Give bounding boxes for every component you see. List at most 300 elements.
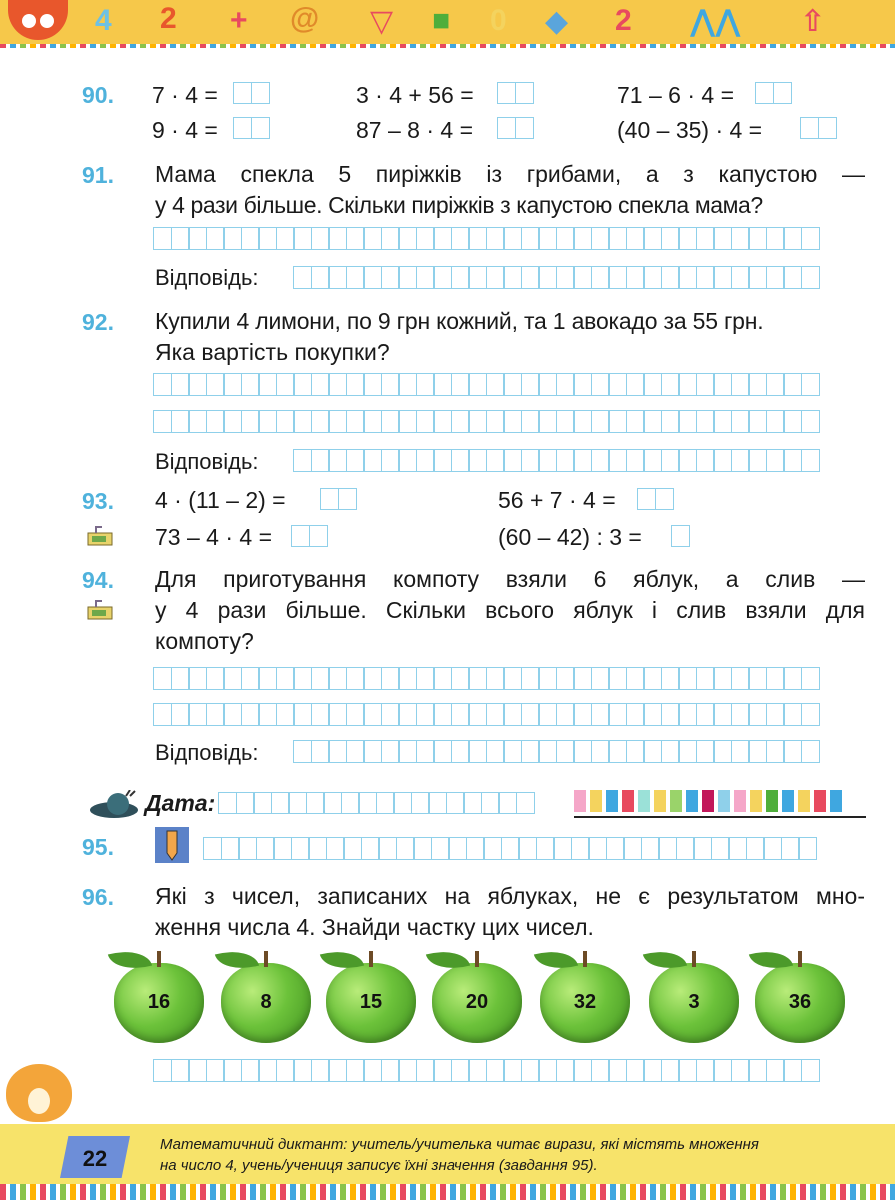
cell[interactable]	[361, 837, 380, 860]
cell[interactable]	[783, 1059, 802, 1082]
cell[interactable]	[206, 410, 225, 433]
cell[interactable]	[381, 266, 400, 289]
cell[interactable]	[553, 837, 572, 860]
cell[interactable]	[206, 703, 225, 726]
cell[interactable]	[766, 266, 785, 289]
cell[interactable]	[346, 703, 365, 726]
cell[interactable]	[521, 703, 540, 726]
cell[interactable]	[766, 667, 785, 690]
cell[interactable]	[276, 703, 295, 726]
cell[interactable]	[171, 703, 190, 726]
cell[interactable]	[538, 373, 557, 396]
cell[interactable]	[258, 667, 277, 690]
cell[interactable]	[413, 837, 432, 860]
cell[interactable]	[773, 82, 792, 104]
cell[interactable]	[801, 410, 820, 433]
cell[interactable]	[416, 740, 435, 763]
cell[interactable]	[731, 740, 750, 763]
cell[interactable]	[363, 266, 382, 289]
cell[interactable]	[515, 82, 534, 104]
cell[interactable]	[626, 449, 645, 472]
cell[interactable]	[398, 1059, 417, 1082]
cell[interactable]	[801, 703, 820, 726]
cell[interactable]	[241, 703, 260, 726]
cell[interactable]	[571, 837, 590, 860]
cell[interactable]	[573, 449, 592, 472]
cell[interactable]	[223, 410, 242, 433]
cell[interactable]	[293, 667, 312, 690]
cell[interactable]	[206, 227, 225, 250]
cell[interactable]	[398, 266, 417, 289]
cell[interactable]	[766, 703, 785, 726]
cell[interactable]	[755, 82, 774, 104]
cell[interactable]	[328, 410, 347, 433]
cell[interactable]	[223, 667, 242, 690]
cell[interactable]	[188, 373, 207, 396]
cell[interactable]	[713, 449, 732, 472]
cell[interactable]	[643, 703, 662, 726]
cell[interactable]	[661, 703, 680, 726]
cell[interactable]	[346, 266, 365, 289]
cell[interactable]	[483, 837, 502, 860]
cell[interactable]	[696, 373, 715, 396]
answer-cells[interactable]	[800, 117, 835, 139]
cell[interactable]	[398, 373, 417, 396]
cell[interactable]	[503, 410, 522, 433]
cell[interactable]	[416, 373, 435, 396]
cell[interactable]	[643, 227, 662, 250]
cell[interactable]	[661, 667, 680, 690]
cell[interactable]	[433, 227, 452, 250]
cell[interactable]	[696, 410, 715, 433]
cell[interactable]	[326, 837, 345, 860]
cell[interactable]	[591, 449, 610, 472]
cell[interactable]	[661, 740, 680, 763]
cell[interactable]	[486, 449, 505, 472]
cell[interactable]	[381, 227, 400, 250]
cell[interactable]	[306, 792, 325, 814]
cell[interactable]	[188, 227, 207, 250]
cell[interactable]	[238, 837, 257, 860]
cell[interactable]	[693, 837, 712, 860]
cell[interactable]	[731, 667, 750, 690]
cell[interactable]	[608, 410, 627, 433]
cell[interactable]	[591, 266, 610, 289]
cell[interactable]	[748, 703, 767, 726]
cell[interactable]	[591, 703, 610, 726]
cell[interactable]	[731, 410, 750, 433]
date-cells[interactable]	[218, 792, 533, 814]
cell[interactable]	[223, 1059, 242, 1082]
cell[interactable]	[626, 1059, 645, 1082]
cell[interactable]	[223, 703, 242, 726]
cell[interactable]	[451, 266, 470, 289]
cell[interactable]	[309, 525, 328, 547]
cell[interactable]	[556, 410, 575, 433]
cell[interactable]	[556, 449, 575, 472]
cell[interactable]	[328, 703, 347, 726]
cell[interactable]	[643, 410, 662, 433]
cell[interactable]	[536, 837, 555, 860]
answer-cells[interactable]	[203, 837, 816, 860]
cell[interactable]	[416, 266, 435, 289]
solution-cells[interactable]	[153, 410, 818, 433]
cell[interactable]	[241, 410, 260, 433]
cell[interactable]	[661, 449, 680, 472]
cell[interactable]	[713, 667, 732, 690]
cell[interactable]	[497, 82, 516, 104]
cell[interactable]	[311, 373, 330, 396]
cell[interactable]	[416, 703, 435, 726]
cell[interactable]	[801, 266, 820, 289]
cell[interactable]	[503, 740, 522, 763]
cell[interactable]	[748, 410, 767, 433]
cell[interactable]	[433, 667, 452, 690]
cell[interactable]	[591, 373, 610, 396]
cell[interactable]	[556, 266, 575, 289]
cell[interactable]	[320, 488, 339, 510]
cell[interactable]	[363, 703, 382, 726]
cell[interactable]	[468, 667, 487, 690]
cell[interactable]	[311, 1059, 330, 1082]
cell[interactable]	[748, 227, 767, 250]
cell[interactable]	[486, 667, 505, 690]
cell[interactable]	[398, 703, 417, 726]
cell[interactable]	[591, 740, 610, 763]
cell[interactable]	[188, 1059, 207, 1082]
cell[interactable]	[713, 1059, 732, 1082]
cell[interactable]	[311, 703, 330, 726]
cell[interactable]	[538, 740, 557, 763]
cell[interactable]	[446, 792, 465, 814]
cell[interactable]	[486, 266, 505, 289]
cell[interactable]	[643, 373, 662, 396]
cell[interactable]	[398, 740, 417, 763]
cell[interactable]	[346, 449, 365, 472]
cell[interactable]	[748, 266, 767, 289]
cell[interactable]	[376, 792, 395, 814]
cell[interactable]	[188, 410, 207, 433]
cell[interactable]	[521, 667, 540, 690]
cell[interactable]	[503, 703, 522, 726]
cell[interactable]	[637, 488, 656, 510]
cell[interactable]	[731, 373, 750, 396]
cell[interactable]	[763, 837, 782, 860]
cell[interactable]	[678, 373, 697, 396]
cell[interactable]	[468, 373, 487, 396]
cell[interactable]	[766, 740, 785, 763]
cell[interactable]	[713, 373, 732, 396]
cell[interactable]	[678, 266, 697, 289]
cell[interactable]	[468, 1059, 487, 1082]
cell[interactable]	[363, 410, 382, 433]
cell[interactable]	[153, 703, 172, 726]
cell[interactable]	[433, 266, 452, 289]
cell[interactable]	[293, 266, 312, 289]
solution-cells[interactable]	[153, 703, 818, 726]
cell[interactable]	[433, 410, 452, 433]
solution-cells[interactable]	[153, 373, 818, 396]
cell[interactable]	[411, 792, 430, 814]
cell[interactable]	[497, 117, 516, 139]
cell[interactable]	[521, 449, 540, 472]
cell[interactable]	[416, 1059, 435, 1082]
cell[interactable]	[293, 227, 312, 250]
cell[interactable]	[431, 837, 450, 860]
cell[interactable]	[171, 373, 190, 396]
cell[interactable]	[381, 373, 400, 396]
cell[interactable]	[608, 373, 627, 396]
cell[interactable]	[293, 740, 312, 763]
solution-cells[interactable]	[153, 667, 818, 690]
cell[interactable]	[626, 667, 645, 690]
cell[interactable]	[658, 837, 677, 860]
cell[interactable]	[801, 227, 820, 250]
cell[interactable]	[661, 410, 680, 433]
answer-cells[interactable]	[233, 117, 268, 139]
cell[interactable]	[731, 449, 750, 472]
cell[interactable]	[381, 449, 400, 472]
cell[interactable]	[363, 667, 382, 690]
answer-cells[interactable]	[671, 525, 689, 547]
answer-cells[interactable]	[497, 117, 532, 139]
cell[interactable]	[466, 837, 485, 860]
cell[interactable]	[538, 449, 557, 472]
cell[interactable]	[273, 837, 292, 860]
cell[interactable]	[393, 792, 412, 814]
cell[interactable]	[363, 373, 382, 396]
cell[interactable]	[378, 837, 397, 860]
cell[interactable]	[241, 227, 260, 250]
cell[interactable]	[293, 1059, 312, 1082]
cell[interactable]	[696, 1059, 715, 1082]
cell[interactable]	[258, 1059, 277, 1082]
cell[interactable]	[311, 449, 330, 472]
answer-cells[interactable]	[497, 82, 532, 104]
cell[interactable]	[538, 410, 557, 433]
cell[interactable]	[468, 740, 487, 763]
cell[interactable]	[713, 266, 732, 289]
cell[interactable]	[486, 703, 505, 726]
answer-cells[interactable]	[153, 1059, 818, 1082]
cell[interactable]	[731, 266, 750, 289]
cell[interactable]	[416, 667, 435, 690]
answer-cells[interactable]	[293, 449, 818, 472]
cell[interactable]	[203, 837, 222, 860]
cell[interactable]	[433, 740, 452, 763]
cell[interactable]	[328, 1059, 347, 1082]
answer-cells[interactable]	[320, 488, 355, 510]
cell[interactable]	[398, 227, 417, 250]
cell[interactable]	[573, 667, 592, 690]
cell[interactable]	[588, 837, 607, 860]
cell[interactable]	[416, 227, 435, 250]
cell[interactable]	[171, 1059, 190, 1082]
cell[interactable]	[521, 266, 540, 289]
cell[interactable]	[591, 410, 610, 433]
cell[interactable]	[311, 227, 330, 250]
cell[interactable]	[311, 740, 330, 763]
cell[interactable]	[253, 792, 272, 814]
answer-cells[interactable]	[293, 266, 818, 289]
answer-cells[interactable]	[293, 740, 818, 763]
cell[interactable]	[661, 373, 680, 396]
cell[interactable]	[433, 703, 452, 726]
cell[interactable]	[766, 449, 785, 472]
cell[interactable]	[643, 449, 662, 472]
cell[interactable]	[798, 837, 817, 860]
cell[interactable]	[171, 667, 190, 690]
cell[interactable]	[398, 410, 417, 433]
cell[interactable]	[346, 373, 365, 396]
cell[interactable]	[556, 1059, 575, 1082]
cell[interactable]	[676, 837, 695, 860]
cell[interactable]	[538, 227, 557, 250]
cell[interactable]	[396, 837, 415, 860]
cell[interactable]	[311, 667, 330, 690]
cell[interactable]	[258, 703, 277, 726]
cell[interactable]	[451, 373, 470, 396]
cell[interactable]	[626, 410, 645, 433]
cell[interactable]	[223, 373, 242, 396]
cell[interactable]	[573, 740, 592, 763]
cell[interactable]	[218, 792, 237, 814]
cell[interactable]	[783, 449, 802, 472]
cell[interactable]	[626, 227, 645, 250]
cell[interactable]	[678, 703, 697, 726]
cell[interactable]	[678, 1059, 697, 1082]
cell[interactable]	[293, 449, 312, 472]
cell[interactable]	[783, 373, 802, 396]
cell[interactable]	[486, 740, 505, 763]
cell[interactable]	[661, 1059, 680, 1082]
cell[interactable]	[801, 373, 820, 396]
cell[interactable]	[288, 792, 307, 814]
cell[interactable]	[206, 373, 225, 396]
cell[interactable]	[433, 449, 452, 472]
cell[interactable]	[641, 837, 660, 860]
cell[interactable]	[503, 373, 522, 396]
cell[interactable]	[783, 266, 802, 289]
cell[interactable]	[623, 837, 642, 860]
cell[interactable]	[678, 740, 697, 763]
cell[interactable]	[643, 667, 662, 690]
cell[interactable]	[451, 1059, 470, 1082]
cell[interactable]	[521, 373, 540, 396]
cell[interactable]	[678, 227, 697, 250]
cell[interactable]	[503, 227, 522, 250]
cell[interactable]	[556, 667, 575, 690]
cell[interactable]	[433, 1059, 452, 1082]
cell[interactable]	[363, 1059, 382, 1082]
cell[interactable]	[661, 266, 680, 289]
cell[interactable]	[276, 667, 295, 690]
cell[interactable]	[643, 740, 662, 763]
cell[interactable]	[323, 792, 342, 814]
cell[interactable]	[486, 373, 505, 396]
cell[interactable]	[766, 1059, 785, 1082]
cell[interactable]	[276, 1059, 295, 1082]
cell[interactable]	[503, 449, 522, 472]
cell[interactable]	[748, 449, 767, 472]
cell[interactable]	[448, 837, 467, 860]
cell[interactable]	[556, 227, 575, 250]
cell[interactable]	[556, 373, 575, 396]
cell[interactable]	[556, 703, 575, 726]
answer-cells[interactable]	[291, 525, 326, 547]
cell[interactable]	[800, 117, 819, 139]
cell[interactable]	[538, 1059, 557, 1082]
cell[interactable]	[188, 667, 207, 690]
cell[interactable]	[308, 837, 327, 860]
cell[interactable]	[766, 410, 785, 433]
cell[interactable]	[801, 449, 820, 472]
cell[interactable]	[451, 740, 470, 763]
cell[interactable]	[713, 740, 732, 763]
cell[interactable]	[346, 740, 365, 763]
cell[interactable]	[766, 227, 785, 250]
cell[interactable]	[696, 667, 715, 690]
cell[interactable]	[661, 227, 680, 250]
cell[interactable]	[251, 82, 270, 104]
cell[interactable]	[328, 266, 347, 289]
cell[interactable]	[358, 792, 377, 814]
cell[interactable]	[153, 667, 172, 690]
cell[interactable]	[241, 1059, 260, 1082]
cell[interactable]	[481, 792, 500, 814]
cell[interactable]	[381, 703, 400, 726]
cell[interactable]	[398, 449, 417, 472]
cell[interactable]	[486, 410, 505, 433]
cell[interactable]	[783, 227, 802, 250]
cell[interactable]	[328, 449, 347, 472]
cell[interactable]	[486, 1059, 505, 1082]
cell[interactable]	[626, 373, 645, 396]
cell[interactable]	[346, 410, 365, 433]
cell[interactable]	[503, 1059, 522, 1082]
cell[interactable]	[671, 525, 690, 547]
cell[interactable]	[206, 1059, 225, 1082]
cell[interactable]	[678, 667, 697, 690]
cell[interactable]	[696, 227, 715, 250]
cell[interactable]	[258, 410, 277, 433]
cell[interactable]	[538, 667, 557, 690]
cell[interactable]	[153, 227, 172, 250]
cell[interactable]	[398, 667, 417, 690]
cell[interactable]	[748, 740, 767, 763]
cell[interactable]	[643, 1059, 662, 1082]
cell[interactable]	[503, 266, 522, 289]
cell[interactable]	[153, 410, 172, 433]
cell[interactable]	[293, 703, 312, 726]
cell[interactable]	[521, 410, 540, 433]
cell[interactable]	[236, 792, 255, 814]
cell[interactable]	[678, 410, 697, 433]
cell[interactable]	[346, 667, 365, 690]
cell[interactable]	[468, 227, 487, 250]
cell[interactable]	[153, 1059, 172, 1082]
cell[interactable]	[748, 1059, 767, 1082]
cell[interactable]	[381, 410, 400, 433]
cell[interactable]	[521, 740, 540, 763]
cell[interactable]	[655, 488, 674, 510]
cell[interactable]	[538, 703, 557, 726]
cell[interactable]	[381, 667, 400, 690]
cell[interactable]	[515, 117, 534, 139]
cell[interactable]	[573, 227, 592, 250]
cell[interactable]	[696, 740, 715, 763]
cell[interactable]	[258, 373, 277, 396]
